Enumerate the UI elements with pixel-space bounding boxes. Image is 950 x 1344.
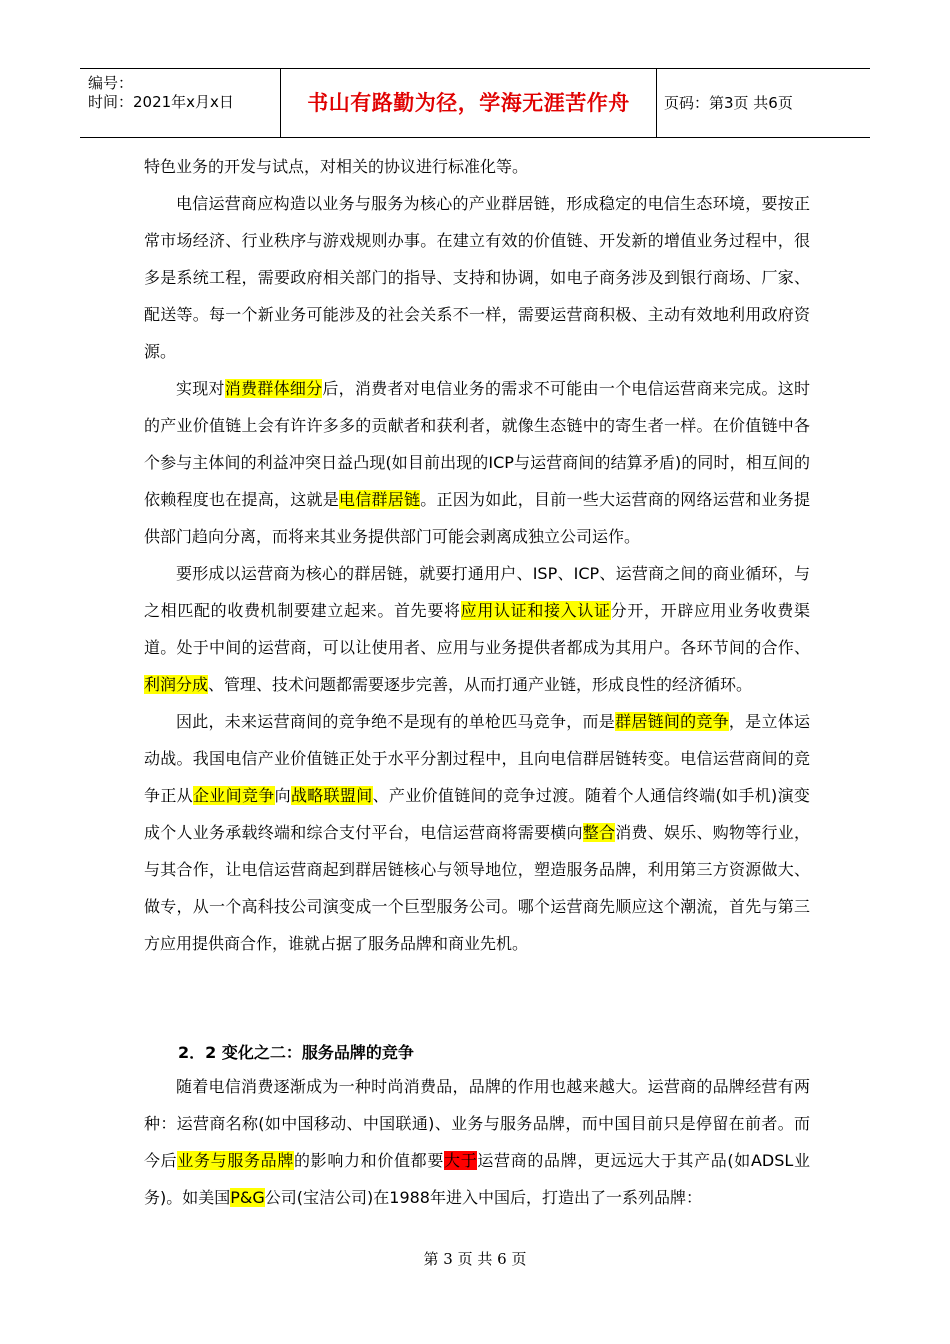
text-run: 特色业务的开发与试点，对相关的协议进行标准化等。	[144, 157, 529, 176]
text-run: 要形成以运营商为核心的群居链，就要打通用户、ISP、ICP、运营商之间的商业循环，与之相匹配的收费机制要建立起来。首先要将	[144, 564, 810, 620]
body-text	[144, 148, 810, 962]
highlight: 整合	[582, 823, 616, 842]
header-number-label: 编号：	[88, 74, 134, 92]
header-time-label: 时间：2021年x月x日	[88, 93, 234, 111]
paragraph	[144, 148, 810, 185]
paragraph	[144, 185, 810, 370]
highlight: 利润分成	[144, 675, 209, 694]
section-heading: 2．2 变化之二：服务品牌的竞争	[178, 1043, 414, 1062]
highlight-red: 大于	[444, 1151, 478, 1170]
text-run: 消费、娱乐、购物等行业，与其合作，让电信运营商起到群居链核心与领导地位，塑造服务品牌，利用第三方资源做大、做专，从一个高科技公司演变成一个巨型服务公司。哪个运营商先顺应这个潮流，首先与第三方应用提供商合作，谁就占据了服务品牌和商业先机。	[144, 823, 810, 953]
paragraph	[144, 555, 810, 703]
highlight: 战略联盟间	[290, 786, 373, 805]
text-run: 、管理、技术问题都需要逐步完善，从而打通产业链，形成良性的经济循环。	[208, 675, 753, 694]
text-run: 实现对	[176, 379, 225, 398]
text-run: 后，消费者对电信业务的需求不可能由一个电信运营商来完成。这时的产业价值链上会有许许多多的贡献者和获利者，就像生态链中的寄生者一样。在价值链中各个参与主体间的利益冲突日益凸现(如目前出现的ICP与运营商间的结算矛盾)的同时，相互间的依赖程度也在提高，这就是	[144, 379, 810, 509]
text-run: 分开，开辟应用业务收费渠道。处于中间的运营商，可以让使用者、应用与业务提供者都成为其用户。各环节间的合作、	[144, 601, 810, 657]
text-run: 、产业价值链间的竞争过渡。随着个人通信终端(如手机)演变成个人业务承载终端和综合支付平台，电信运营商将需要横向	[144, 786, 810, 842]
text-run: 的影响力和价值都要	[294, 1151, 445, 1170]
text-run: 向	[274, 786, 291, 805]
page-header	[80, 68, 870, 138]
text-run: 公司(宝洁公司)在1988年进入中国后，打造出了一系列品牌：	[264, 1188, 702, 1207]
text-run: ，是立体运动战。我国电信产业价值链正处于水平分割过程中，且向电信群居链转变。电信运营商间的竞争正从	[144, 712, 810, 805]
highlight: 群居链间的竞争	[615, 712, 729, 731]
body-text	[144, 1068, 810, 1216]
highlight: 消费群体细分	[224, 379, 323, 398]
header-motto: 书山有路勤为径，学海无涯苦作舟	[307, 91, 630, 115]
header-divider	[656, 69, 657, 137]
text-run: 随着电信消费逐渐成为一种时尚消费品，品牌的作用也越来越大。运营商的品牌经营有两种：运营商名称(如中国移动、中国联通)、业务与服务品牌，而中国目前只是停留在前者。而今后	[144, 1077, 810, 1170]
header-meta-cell	[80, 69, 280, 137]
text-run: 运营商的品牌，更远远大于其产品(如ADSL业务)。如美国	[144, 1151, 810, 1207]
paragraph	[144, 703, 810, 962]
paragraph	[144, 1068, 810, 1216]
text-run: 。正因为如此，目前一些大运营商的网络运营和业务提供部门趋向分离，而将来其业务提供部门可能会剥离成独立公司运作。	[144, 490, 810, 546]
highlight: 企业间竞争	[192, 786, 275, 805]
text-run: 电信运营商应构造以业务与服务为核心的产业群居链，形成稳定的电信生态环境，要按正常市场经济、行业秩序与游戏规则办事。在建立有效的价值链、开发新的增值业务过程中，很多是系统工程，需要政府相关部门的指导、支持和协调，如电子商务涉及到银行商场、厂家、配送等。每一个新业务可能涉及的社会关系不一样，需要运营商积极、主动有效地利用政府资源。	[144, 194, 810, 361]
paragraph	[144, 370, 810, 555]
highlight: 电信群居链	[339, 490, 421, 509]
highlight: 应用认证和接入认证	[460, 601, 611, 620]
highlight: 业务与服务品牌	[177, 1151, 295, 1170]
header-page-label: 页码：第3页 共6页	[664, 94, 793, 112]
highlight: P&G	[230, 1188, 265, 1207]
text-run: 因此，未来运营商间的竞争绝不是现有的单枪匹马竞争，而是	[176, 712, 616, 731]
page-footer: 第 3 页 共 6 页	[423, 1250, 527, 1268]
